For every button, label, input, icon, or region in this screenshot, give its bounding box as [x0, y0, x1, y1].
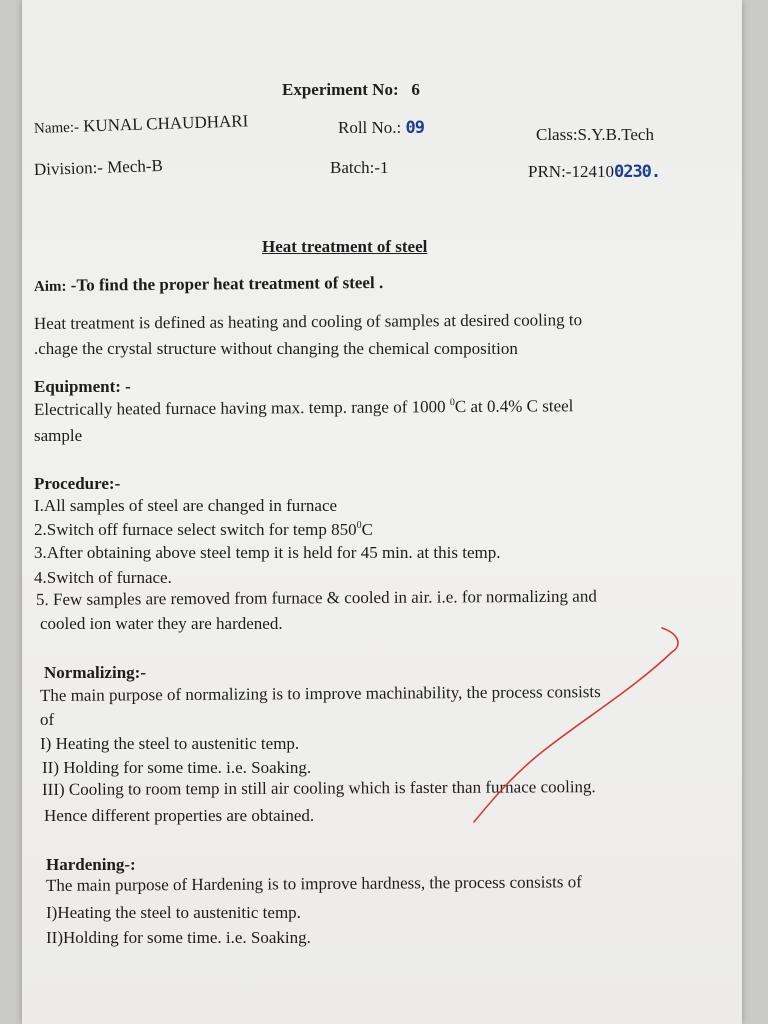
hardening-step-2: II)Holding for some time. i.e. Soaking.: [46, 928, 311, 947]
name-label: Name:-: [33, 119, 80, 137]
normalizing-step-2: II) Holding for some time. i.e. Soaking.: [42, 758, 312, 777]
normalizing-conclusion: Hence different properties are obtained.: [44, 806, 315, 825]
procedure-step-3: 3.After obtaining above steel temp it is held for 45 min. at this temp.: [34, 543, 501, 562]
normalizing-step-1: I) Heating the steel to austenitic temp.: [40, 734, 300, 753]
normalizing-heading: Normalizing:-: [44, 663, 146, 682]
aim-text: -To find the proper heat treatment of steel .: [66, 272, 384, 295]
equipment-heading: Equipment: -: [34, 377, 131, 396]
hardening-heading: Hardening-:: [46, 855, 136, 874]
procedure-heading: Procedure:-: [34, 474, 121, 493]
name-value: KUNAL CHAUDHARI: [82, 111, 249, 136]
document-page: [22, 0, 742, 1024]
procedure-step-5-line-1: 5. Few samples are removed from furnace & cooled in air. i.e. for normalizing and: [35, 586, 597, 609]
equipment-line-2: sample: [34, 426, 83, 445]
hardening-step-1: I)Heating the steel to austenitic temp.: [46, 903, 301, 922]
intro-line-2: .chage the crystal structure without changing the chemical composition: [34, 339, 518, 358]
aim-label: Aim:: [33, 278, 67, 295]
hardening-line-1: The main purpose of Hardening is to improve hardness, the process consists of: [45, 872, 582, 895]
normalizing-line-1: The main purpose of normalizing is to improve machinability, the process consists: [39, 682, 601, 705]
intro-line-1: Heat treatment is defined as heating and cooling of samples at desired cooling to: [33, 310, 583, 333]
procedure-step-2-text: 2.Switch off furnace select switch for temp 850: [34, 520, 357, 539]
procedure-step-2-unit: C: [361, 520, 373, 539]
experiment-label: Experiment No:: [282, 80, 399, 99]
normalizing-step-3: III) Cooling to room temp in still air cooling which is faster than furnace cooling.: [41, 777, 596, 799]
procedure-step-5-line-2: cooled ion water they are hardened.: [40, 614, 283, 633]
division-field: Division:- Mech-B: [33, 155, 164, 179]
procedure-step-1: I.All samples of steel are changed in furnace: [34, 496, 338, 515]
degree-superscript: 0: [449, 397, 455, 409]
red-check-mark-icon: [22, 0, 742, 1024]
equipment-text-b: C at 0.4% C steel: [454, 396, 574, 417]
prn-label: PRN:-12410: [528, 162, 614, 181]
batch-field: Batch:-1: [330, 158, 389, 177]
prn-value-handwritten: 0230.: [613, 162, 661, 182]
page-title: Heat treatment of steel: [262, 237, 428, 256]
experiment-number: 6: [411, 80, 420, 99]
normalizing-line-2: of: [40, 710, 55, 729]
roll-value-handwritten: 09: [405, 118, 425, 138]
equipment-text-a: Electrically heated furnace having max. temp. range of 1000: [33, 397, 450, 419]
procedure-step-4: 4.Switch of furnace.: [34, 568, 172, 587]
degree-superscript: 0: [356, 520, 362, 531]
class-field: Class:S.Y.B.Tech: [536, 125, 654, 144]
roll-label: Roll No.:: [338, 118, 402, 137]
